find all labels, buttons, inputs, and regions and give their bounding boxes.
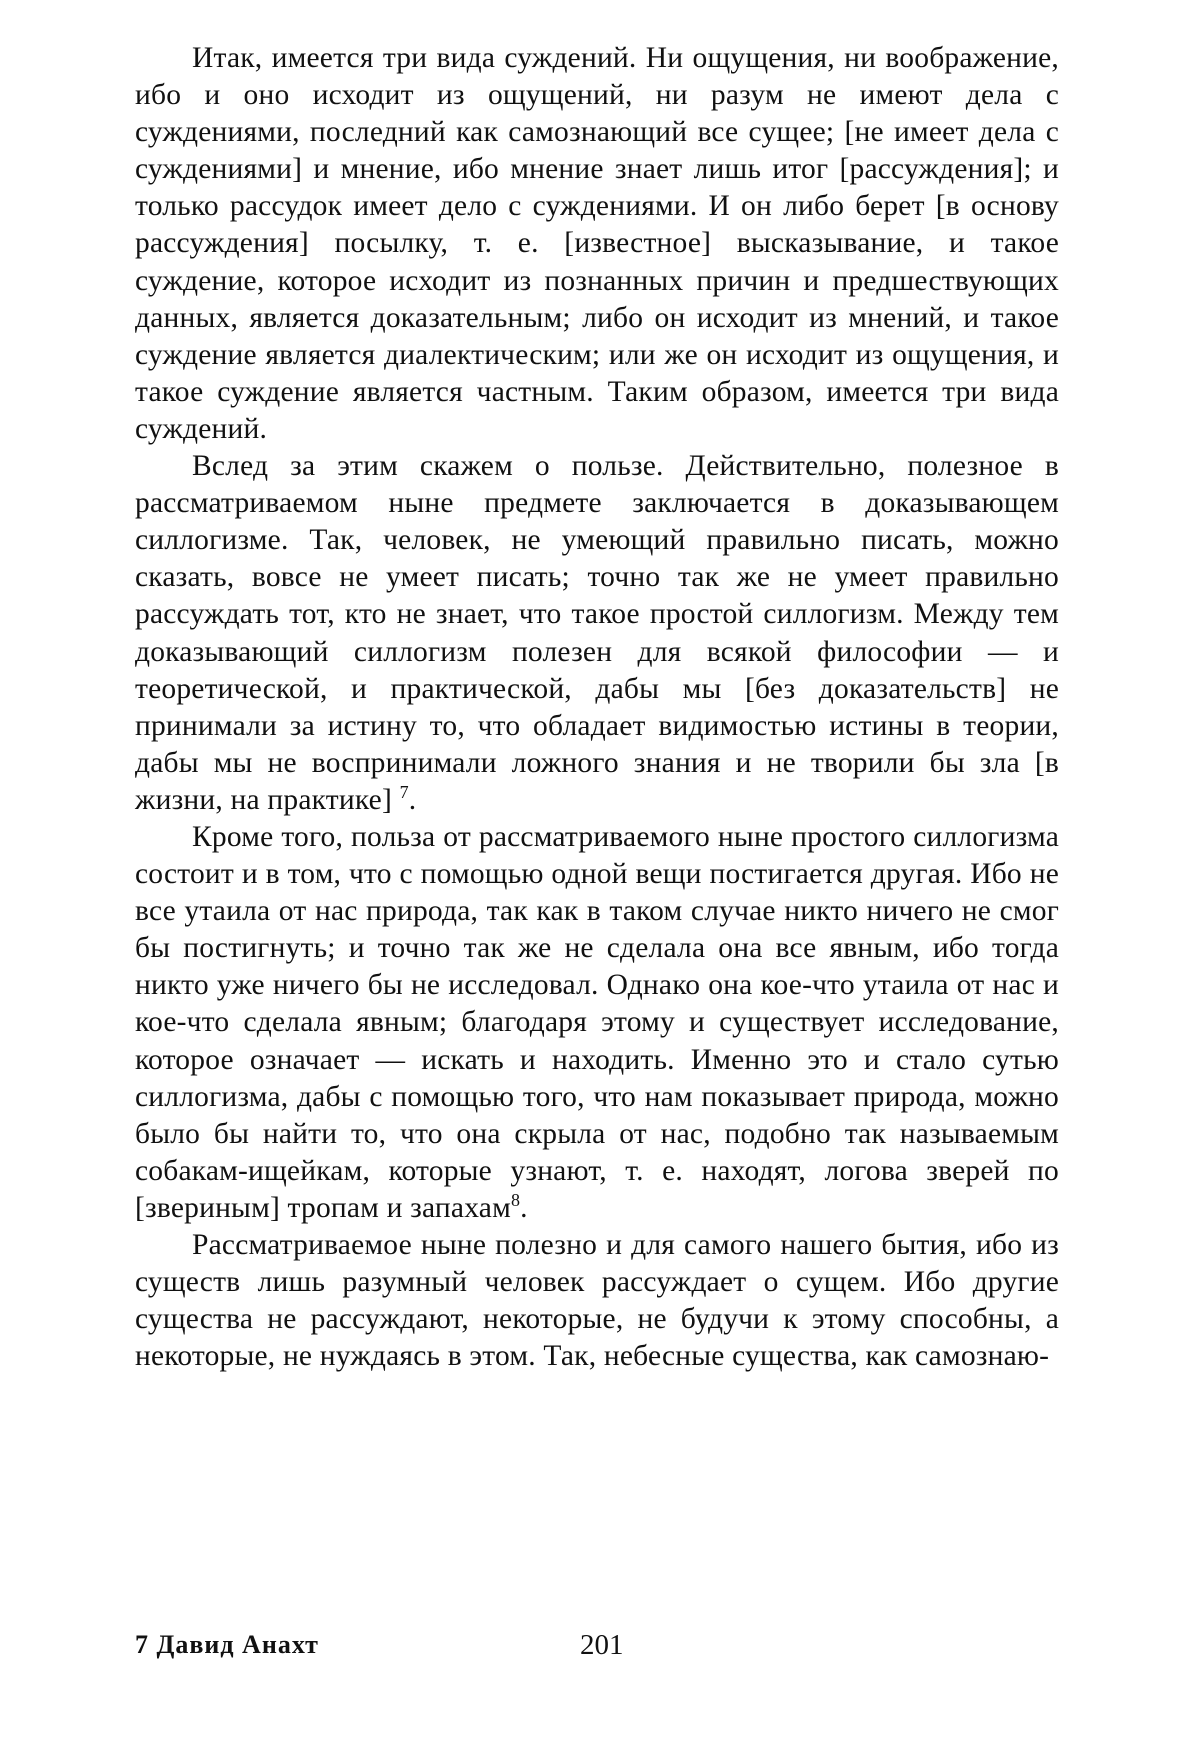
paragraph-2-text: Вслед за этим скажем о пользе. Действительно, полезное в рассматриваемом ныне предмете заключается в доказывающем силлогизме. Так, человек, не умеющий правильно писать, можно сказать, вовсе не умеет писать; точно так же не умеет правильно рассуждать тот, кто не знает, что такое простой силлогизм. Между тем доказывающий силлогизм полезен для всякой философии — и теоретической, и практической, дабы мы [без доказательств] не принимали за истину то, что обладает видимостью истины в теории, дабы мы не воспринимали ложного знания и не творили бы зла [в жизни, на практике] [135,450,1059,816]
footnote-ref-8[interactable]: 8 [510,1190,521,1211]
paragraph-2 [135,448,1059,819]
page-footer [135,1625,1059,1665]
body-text [135,40,1059,1375]
paragraph-4 [135,1227,1059,1375]
paragraph-4-text: Рассматриваемое ныне полезно и для самого нашего бытия, ибо из существ лишь разумный человек рассуждает о сущем. Ибо другие существа не рассуждают, некоторые, не будучи к этому способны, а некоторые, не нуждаясь в этом. Так, небесные существа, как самознаю- [135,1229,1059,1373]
paragraph-1-text: Итак, имеется три вида суждений. Ни ощущения, ни воображение, ибо и оно исходит из ощущений, ни разум не имеют дела с суждениями, последний как самознающий все сущее; [не имеет дела с суждениями] и мнение, ибо мнение знает лишь итог [рассуждения]; и только рассудок имеет дело с суждениями. И он либо берет [в основу рассуждения] посылку, т. е. [известное] высказывание, и такое суждение, которое исходит из познанных причин и предшествующих данных, является доказательным; либо он исходит из мнений, и такое суждение является диалектическим; или же он исходит из ощущения, и такое суждение является частным. Таким образом, имеется три вида суждений. [135,42,1059,445]
paragraph-3-text: Кроме того, польза от рассматриваемого ныне простого силлогизма состоит и в том, что с помощью одной вещи постигается другая. Ибо не все утаила от нас природа, так как в таком случае никто ничего не смог бы постигнуть; и точно так же не сделала она все явным, ибо тогда никто уже ничего бы не исследовал. Однако она кое-что утаила от нас и кое-что сделала явным; благодаря этому и существует исследование, которое означает — искать и находить. Именно это и стало сутью силлогизма, дабы с помощью того, что нам показывает природа, можно было бы найти то, что она скрыла от нас, подобно так называемым собакам-ищейкам, которые узнают, т. е. находят, логова зверей по [звериным] тропам и запахам [135,820,1059,1224]
paragraph-3 [135,819,1059,1227]
signature-mark: 7 Давид Анахт [135,1630,319,1659]
paragraph-2-end: . [408,783,417,816]
page-number: 201 [580,1629,624,1661]
paragraph-3-end: . [520,1191,528,1224]
footnote-ref-7[interactable]: 7 [399,782,409,803]
paragraph-1 [135,40,1059,448]
